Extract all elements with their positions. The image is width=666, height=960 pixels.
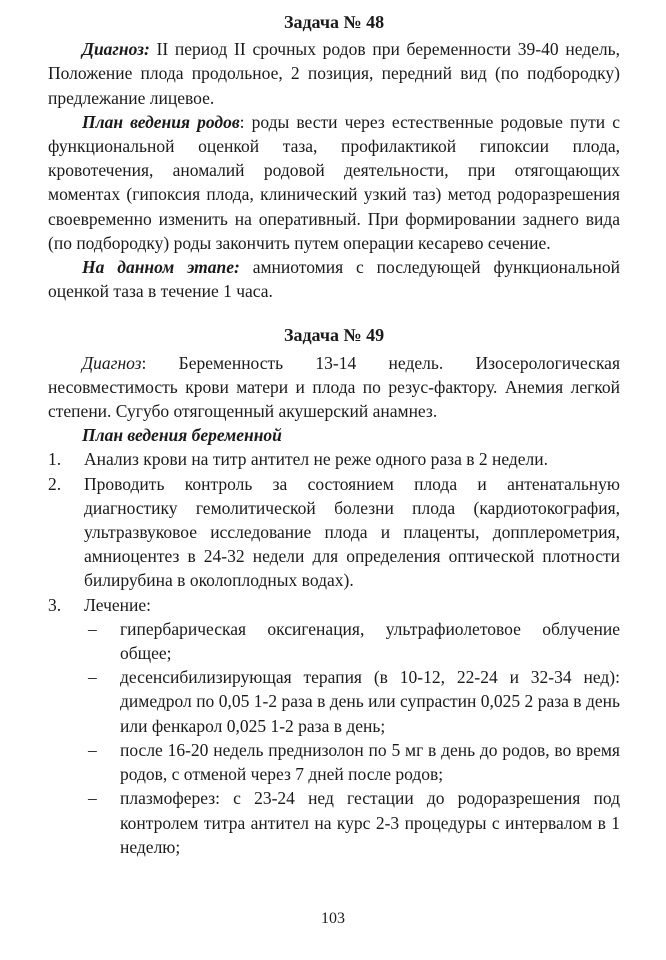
- dash-marker: –: [88, 667, 97, 688]
- treatment-text: гипербарическая оксигенация, ультрафиолетовое облучение общее;: [120, 618, 620, 664]
- task-49: [48, 323, 620, 858]
- plan-item-text: Проводить контроль за состоянием плода и антенатальную диагностику гемолитической болезни плода (кардиотокография, ультразвуковое исследование плода и плаценты, допплерометрия, амниоцентез в 24-32 недели для определения оптической плотности билирубина в околоплодных водах).: [84, 473, 620, 591]
- treatment-item: [84, 665, 620, 738]
- plan-item: [48, 593, 620, 859]
- section-spacer: [48, 303, 620, 323]
- treatment-text: десенсибилизирующая терапия (в 10-12, 22-24 и 32-34 нед): димедрол по 0,05 1-2 раза в день или супрастин 0,025 2 раза в день или фенкарол 0,025 1-2 раза в день;: [120, 667, 620, 736]
- stage-label: На данном этапе:: [82, 257, 240, 278]
- diagnosis-label: Диагноз:: [82, 39, 150, 60]
- task-49-diagnosis: [48, 351, 620, 424]
- plan-item-number: 3.: [48, 594, 62, 615]
- treatment-list: [84, 617, 620, 859]
- page-number: 103: [321, 910, 345, 927]
- plan-heading: План ведения беременной: [82, 425, 282, 446]
- plan-item: [48, 472, 620, 593]
- treatment-item: [84, 786, 620, 859]
- treatment-text: после 16-20 недель преднизолон по 5 мг в день до родов, во время родов, с отменой через 7 дней после родов;: [120, 739, 620, 785]
- diagnosis-text: : Беременность 13-14 недель. Изосерологическая несовместимость крови матери и плода по резус-фактору. Анемия легкой степени. Сугубо отягощенный акушерский анамнез.: [48, 352, 620, 422]
- document-page: [48, 10, 620, 859]
- treatment-text: плазмоферез: с 23-24 нед гестации до родоразрешения под контролем титра антител на курс 2-3 процедуры с интервалом в 1 неделю;: [120, 788, 620, 857]
- plan-item-text: Анализ крови на титр антител не реже одного раза в 2 недели.: [84, 449, 549, 470]
- plan-text: : роды вести через естественные родовые пути с функциональной оценкой таза, профилактикой гипоксии плода, кровотечения, аномалий родовой деятельности, при отягощающих моментах (гипоксия плода, клинический узкий таз) метод родоразрешения своевременно изменить на оперативный. При формировании заднего вида (по подбородку) роды закончить путем операции кесарево сечение.: [48, 111, 620, 253]
- diagnosis-text: II период II срочных родов при беременности 39-40 недель, Положение плода продольное, 2 позиция, передний вид (по подбородку) предлежание лицевое.: [48, 39, 620, 108]
- dash-marker: –: [88, 618, 97, 639]
- task-48-stage: [48, 255, 620, 303]
- plan-item: [48, 447, 620, 471]
- diagnosis-label: Диагноз: [82, 352, 142, 373]
- plan-item-text: Лечение:: [84, 594, 152, 615]
- dash-marker: –: [88, 788, 97, 809]
- task-48: [48, 10, 620, 303]
- task-48-diagnosis: [48, 37, 620, 110]
- task-48-plan: [48, 110, 620, 255]
- plan-list: [48, 447, 620, 858]
- plan-label: План ведения родов: [82, 111, 240, 132]
- dash-marker: –: [88, 739, 97, 760]
- treatment-item: [84, 738, 620, 786]
- treatment-item: [84, 617, 620, 665]
- task-48-title: Задача № 48: [283, 12, 385, 32]
- plan-item-number: 2.: [48, 473, 62, 494]
- plan-item-number: 1.: [48, 449, 62, 470]
- stage-text: амниотомия с последующей функциональной оценкой таза в течение 1 часа.: [48, 257, 620, 302]
- task-49-title: Задача № 49: [283, 325, 385, 346]
